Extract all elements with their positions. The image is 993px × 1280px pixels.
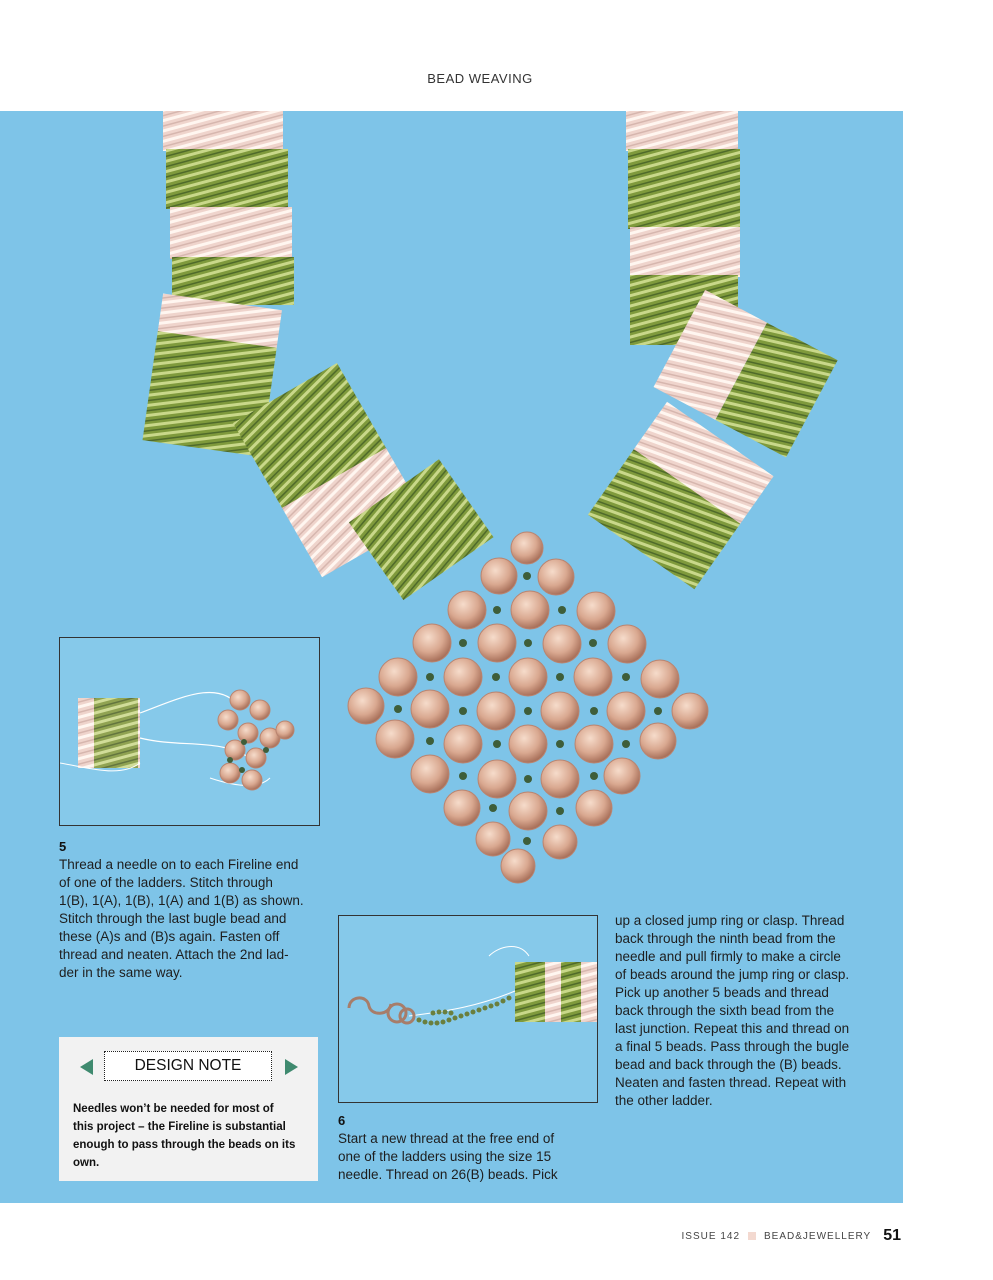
arrow-right-icon xyxy=(285,1059,298,1075)
arrow-left-icon xyxy=(80,1059,93,1075)
step6-text: Start a new thread at the free end of one of the ladders using the size 15 needle. Thread on 26(B) beads. Pick xyxy=(338,1131,558,1182)
left-strap xyxy=(143,111,494,600)
issue-label: ISSUE 142 xyxy=(681,1230,741,1242)
step6-continued-text: up a closed jump ring or clasp. Thread back through the ninth bead from the needle and pull firmly to make a circle of beads around the jump ring or clasp. Pick up another 5 beads and thread back through the sixth bead from the last junction. Repeat this and thread on a final 5 beads. Pass through the bugle bead and back through the (B) beads. Neaten and fasten thread. Repeat with the other ladder. xyxy=(615,913,850,1108)
step5-text: Thread a needle on to each Fireline end of one of the ladders. Stitch through 1(B), 1(A), 1(B), 1(A) and 1(B) as shown. Stitch through the last bugle bead and these (A)s and (B)s again. Fasten off thread and neaten. Attach the 2nd lad- der in the same way. xyxy=(59,857,304,980)
page-number: 51 xyxy=(883,1227,901,1244)
step6-inset-photo xyxy=(338,915,598,1103)
magazine-name: BEAD&JEWELLERY xyxy=(764,1230,872,1242)
separator-square-icon xyxy=(748,1232,756,1240)
step5-inset-photo xyxy=(59,637,320,826)
design-note-text: Needles won’t be needed for most of this project – the Fireline is substantial enough to pass through the beads on its own. xyxy=(73,1103,296,1169)
section-title: BEAD WEAVING xyxy=(427,71,533,86)
design-note-header xyxy=(80,1051,298,1081)
design-note-title: DESIGN NOTE xyxy=(104,1051,272,1081)
step6-number: 6 xyxy=(338,1113,346,1128)
design-note-box xyxy=(59,1037,318,1181)
step5-number: 5 xyxy=(59,839,67,854)
page-footer xyxy=(682,1227,901,1245)
right-strap xyxy=(588,111,838,589)
